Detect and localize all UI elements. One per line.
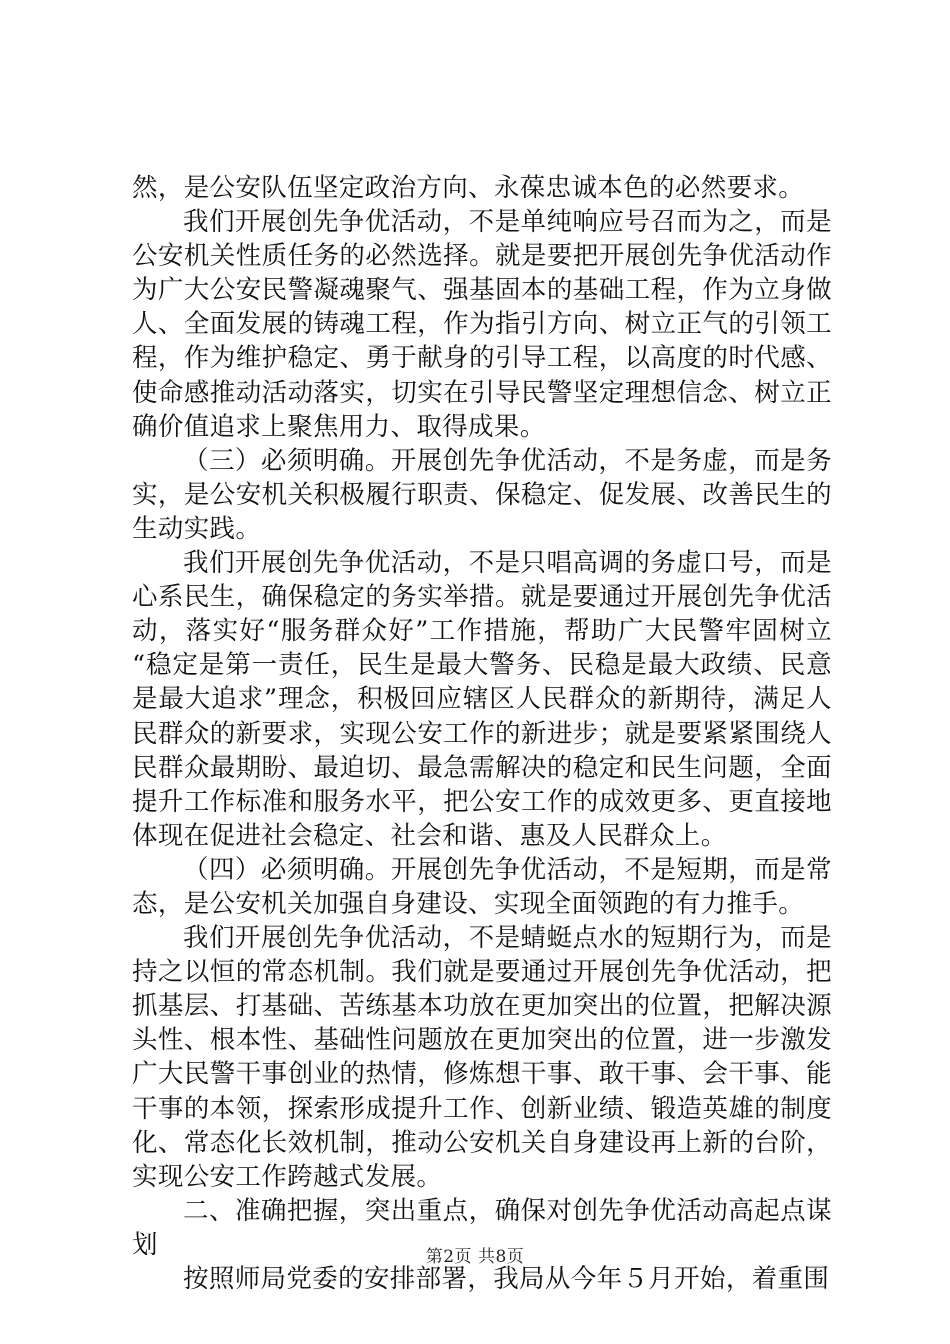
text-line: 我们开展创先争优活动，不是蜻蜓点水的短期行为，而是 [183, 923, 832, 954]
text-line: 使命感推动活动落实，切实在引导民警坚定理想信念、树立正 [132, 377, 832, 408]
document-body [132, 171, 832, 1296]
text-line: 持之以恒的常态机制。我们就是要通过开展创先争优活动，把 [132, 957, 832, 988]
paragraph [132, 921, 832, 1194]
text-line: “稳定是第一责任，民生是最大警务、民稳是最大政绩、民意 [132, 650, 832, 681]
paragraph [132, 171, 832, 205]
paragraph [132, 205, 832, 444]
text-line: 划 [132, 1229, 158, 1260]
text-line: 民群众的新要求，实现公安工作的新进步；就是要紧紧围绕人 [132, 718, 832, 749]
text-line: 为广大公安民警凝魂聚气、强基固本的基础工程，作为立身做 [132, 275, 832, 306]
text-line: 心系民生，确保稳定的务实举措。就是要通过开展创先争优活 [132, 582, 832, 613]
text-line: 提升工作标准和服务水平，把公安工作的成效更多、更直接地 [132, 786, 832, 817]
text-line: 二、准确把握，突出重点，确保对创先争优活动高起点谋 [183, 1195, 832, 1226]
text-line: 体现在促进社会稳定、社会和谐、惠及人民群众上。 [132, 820, 727, 851]
text-line: （四）必须明确。开展创先争优活动，不是短期，而是常 [183, 854, 832, 885]
text-line: 公安机关性质任务的必然选择。就是要把开展创先争优活动作 [132, 241, 832, 272]
text-line: 化、常态化长效机制，推动公安机关自身建设再上新的台阶， [132, 1127, 832, 1158]
text-line: 然，是公安队伍坚定政治方向、永葆忠诚本色的必然要求。 [132, 173, 805, 203]
text-line: 人、全面发展的铸魂工程，作为指引方向、树立正气的引领工 [132, 309, 832, 340]
paragraph [132, 853, 832, 921]
text-line: 动，落实好“服务群众好”工作措施，帮助广大民警牢固树立 [132, 616, 832, 647]
text-line: 实，是公安机关积极履行职责、保稳定、促发展、改善民生的 [132, 479, 832, 510]
text-line: 实现公安工作跨越式发展。 [132, 1161, 443, 1192]
text-line: 按照师局党委的安排部署，我局从今年５月开始，着重围 [183, 1264, 830, 1294]
text-line: 程，作为维护稳定、勇于献身的引导工程，以高度的时代感、 [132, 343, 832, 374]
text-line: 态，是公安机关加强自身建设、实现全面领跑的有力推手。 [132, 888, 805, 919]
text-line: 抓基层、打基础、苦练基本功放在更加突出的位置，把解决源 [132, 991, 832, 1022]
text-line: 民群众最期盼、最迫切、最急需解决的稳定和民生问题，全面 [132, 752, 832, 783]
paragraph [132, 546, 832, 853]
text-line: 我们开展创先争优活动，不是单纯响应号召而为之，而是 [183, 207, 832, 238]
text-line: 生动实践。 [132, 513, 262, 544]
text-line: （三）必须明确。开展创先争优活动，不是务虚，而是务 [183, 445, 832, 476]
text-line: 是最大追求”理念，积极回应辖区人民群众的新期待，满足人 [132, 684, 832, 715]
paragraph [132, 444, 832, 546]
text-line: 广大民警干事创业的热情，修炼想干事、敢干事、会干事、能 [132, 1059, 832, 1090]
page-footer: 第2页 共8页 [425, 1247, 525, 1267]
text-line: 干事的本领，探索形成提升工作、创新业绩、锻造英雄的制度 [132, 1093, 832, 1124]
text-line: 我们开展创先争优活动，不是只唱高调的务虚口号，而是 [183, 548, 832, 579]
text-line: 头性、根本性、基础性问题放在更加突出的位置，进一步激发 [132, 1025, 832, 1056]
text-line: 确价值追求上聚焦用力、取得成果。 [132, 411, 546, 442]
